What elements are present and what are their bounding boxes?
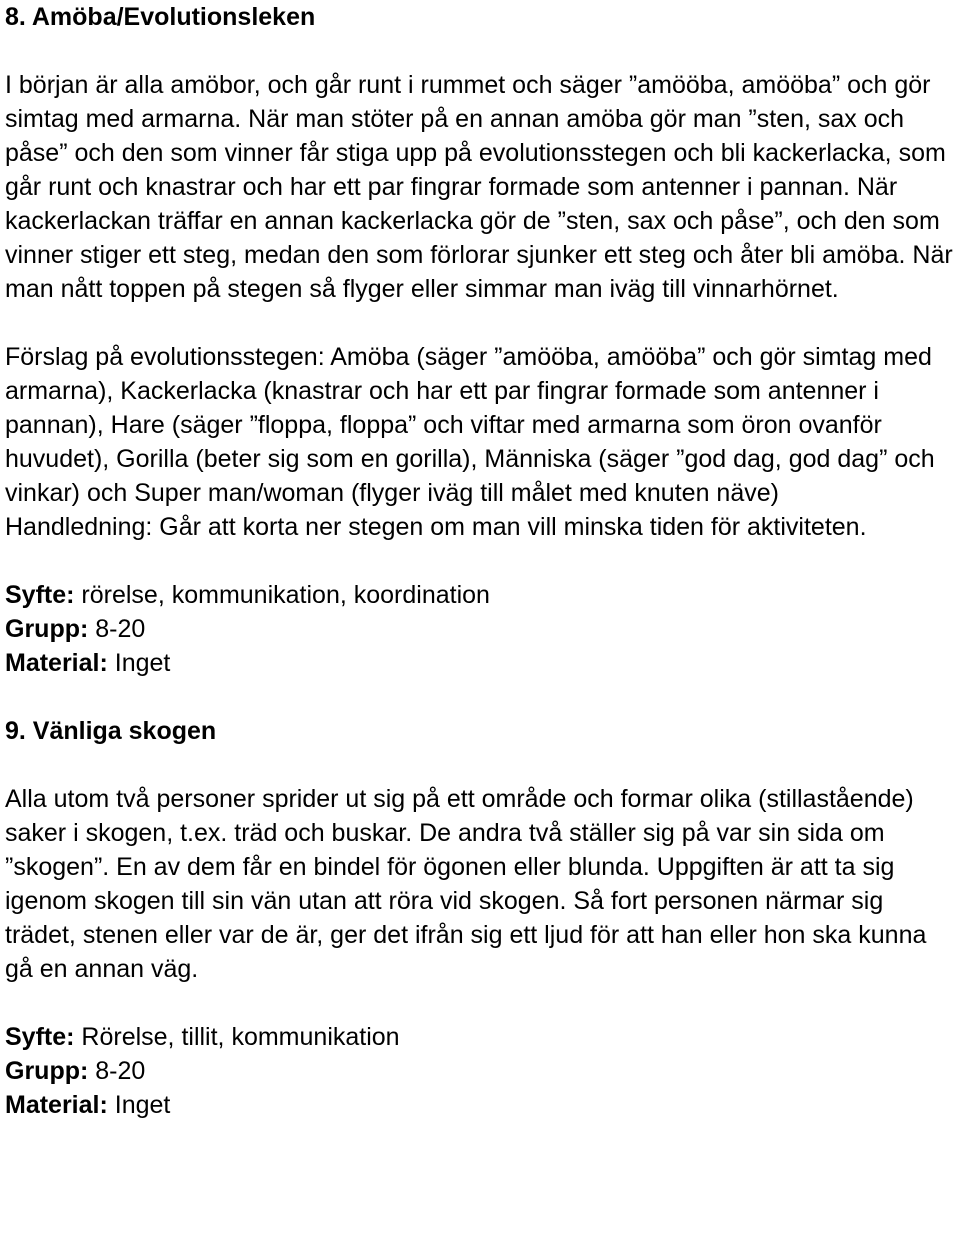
section-9-title: 9. Vänliga skogen [5,717,217,745]
spacer [5,680,960,714]
section-8-paragraph-1: I början är alla amöbor, och går runt i rummet och säger ”amööba, amööba” och gör simtag med armarna. När man stöter på en annan amöba gör man ”sten, sax och påse” och den som vinner får stiga upp på evolutionsstegen och bli kackerlacka, som går runt och knastrar och har ett par fingrar formade som antenner i pannan. När kackerlackan träffar en annan kackerlacka gör de ”sten, sax och påse”, och den som vinner stiger ett steg, medan den som förlorar sjunker ett steg och åter bli amöba. När man nått toppen på stegen så flyger eller simmar man iväg till vinnarhörnet. [5,71,953,303]
grupp-value: 8-20 [88,1057,146,1085]
spacer [5,986,960,1020]
material-label: Material: [5,1091,108,1119]
material-value: Inget [107,649,171,677]
section-8-syfte [5,578,960,612]
section-9-syfte [5,1020,960,1054]
syfte-value: Rörelse, tillit, kommunikation [74,1023,400,1051]
section-8-paragraph-3: Handledning: Går att korta ner stegen om man vill minska tiden för aktiviteten. [5,513,867,541]
grupp-label: Grupp: [5,615,89,643]
section-8-paragraph-2: Förslag på evolutionsstegen: Amöba (säger ”amööba, amööba” och gör simtag med armarna), Kackerlacka (knastrar och har ett par fingrar formade som antenner i pannan), Hare (säger ”floppa, floppa” och viftar med armarna som öron ovanför huvudet), Gorilla (beter sig som en gorilla), Människa (säger ”god dag, god dag” och vinkar) och Super man/woman (flyger iväg till målet med knuten näve) [5,343,935,507]
spacer [5,748,960,782]
grupp-label: Grupp: [5,1057,89,1085]
section-8-material [5,646,960,680]
material-value: Inget [107,1091,171,1119]
spacer [5,544,960,578]
section-8-grupp [5,612,960,646]
spacer [5,34,960,68]
section-9-material [5,1088,960,1122]
section-8-title: 8. Amöba/Evolutionsleken [5,3,316,31]
syfte-value: rörelse, kommunikation, koordination [74,581,490,609]
spacer [5,306,960,340]
material-label: Material: [5,649,108,677]
section-9-paragraph-1: Alla utom två personer sprider ut sig på ett område och formar olika (stillastående) saker i skogen, t.ex. träd och buskar. De andra två ställer sig på var sin sida om ”skogen”. En av dem får en bindel för ögonen eller blunda. Uppgiften är att ta sig igenom skogen till sin vän utan att röra vid skogen. Så fort personen närmar sig trädet, stenen eller var de är, ger det ifrån sig ett ljud för att han eller hon ska kunna gå en annan väg. [5,785,927,983]
syfte-label: Syfte: [5,581,75,609]
section-9-grupp [5,1054,960,1088]
grupp-value: 8-20 [88,615,146,643]
syfte-label: Syfte: [5,1023,75,1051]
